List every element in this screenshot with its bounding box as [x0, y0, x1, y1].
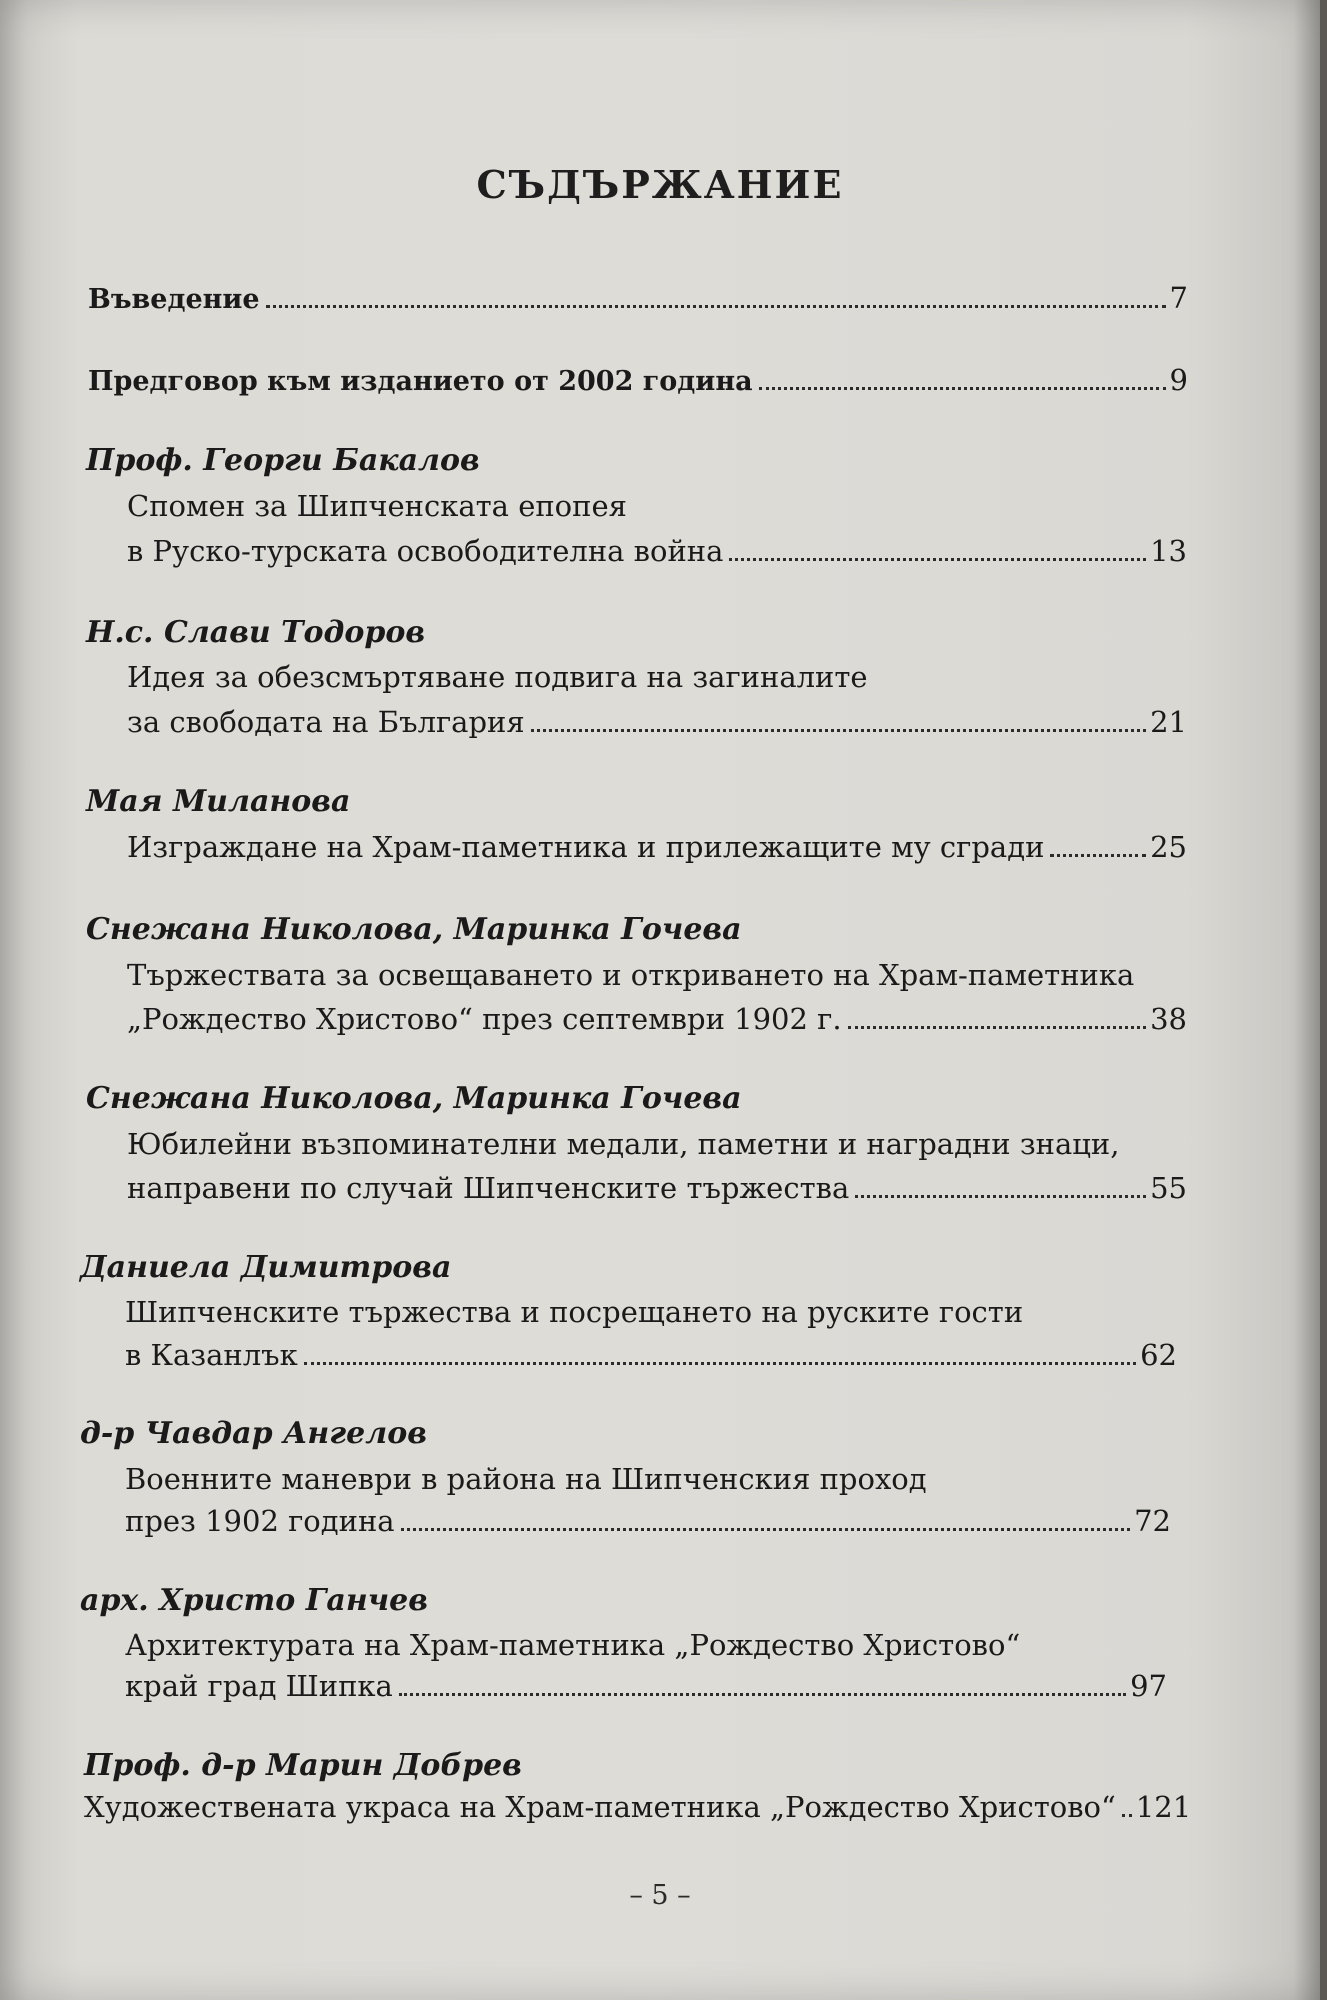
- toc-entry-line: край град Шипка: [125, 1669, 393, 1703]
- toc-entry-page: 121: [1135, 1790, 1192, 1824]
- toc-entry-line: Военните маневри в района на Шипченския проход: [125, 1462, 927, 1496]
- toc-author: Проф. д-р Марин Добрев: [84, 1748, 522, 1783]
- toc-entry: [127, 533, 1187, 569]
- toc-intro: [88, 280, 1188, 318]
- leader-dots: [266, 305, 1166, 308]
- toc-entry-page: 97: [1130, 1669, 1167, 1703]
- toc-entry: [127, 704, 1187, 740]
- toc-entry-line: Художествената украса на Храм-паметника „Рождество Христово“: [84, 1790, 1116, 1824]
- toc-entry-line: Шипченските тържества и посрещането на руските гости: [125, 1295, 1024, 1329]
- toc-author: Проф. Георги Бакалов: [86, 443, 480, 478]
- page-number: – 5 –: [629, 1880, 691, 1911]
- toc-author: Н.с. Слави Тодоров: [86, 615, 426, 650]
- toc-entry-page: 25: [1150, 830, 1187, 864]
- toc-entry: [125, 1503, 1171, 1539]
- toc-entry-page: 13: [1150, 534, 1187, 568]
- toc-entry: [125, 1337, 1177, 1373]
- toc-author: д-р Чавдар Ангелов: [80, 1416, 427, 1451]
- toc-entry-line: Идея за обезсмъртяване подвига на загиналите: [127, 660, 868, 694]
- toc-entry: [84, 1789, 1192, 1825]
- leader-dots: [729, 558, 1146, 561]
- leader-dots: [304, 1362, 1136, 1365]
- toc-entry: [125, 1668, 1167, 1704]
- toc-entry: [127, 1170, 1187, 1206]
- leader-dots: [1050, 854, 1146, 857]
- leader-dots: [531, 729, 1146, 732]
- toc-entry-page: 72: [1134, 1504, 1171, 1538]
- toc-entry-line: в Руско-турската освободителна война: [127, 534, 724, 568]
- toc-entry-line: Юбилейни възпоминателни медали, паметни и наградни знаци,: [127, 1127, 1120, 1161]
- toc-entry-page: 62: [1140, 1338, 1177, 1372]
- leader-dots: [855, 1195, 1146, 1198]
- toc-author: Снежана Николова, Маринка Гочева: [86, 912, 742, 947]
- toc-entry-line: Архитектурата на Храм-паметника „Рождество Христово“: [125, 1628, 1021, 1662]
- toc-entry-line: Изграждане на Храм-паметника и прилежащите му сгради: [127, 830, 1045, 864]
- toc-intro-page: 7: [1169, 281, 1188, 315]
- toc-author: арх. Христо Ганчев: [80, 1583, 428, 1618]
- toc-preface-label: Предговор към изданието от 2002 година: [88, 366, 753, 397]
- toc-entry-line: Тържествата за освещаването и откриването на Храм-паметника: [127, 958, 1135, 992]
- toc-entry-line: в Казанлък: [125, 1338, 298, 1372]
- toc-intro-label: Въведение: [88, 284, 260, 315]
- toc-author: Даниела Димитрова: [80, 1250, 452, 1285]
- leader-dots: [1122, 1814, 1132, 1817]
- toc-entry: [127, 1001, 1187, 1037]
- toc-entry-page: 38: [1150, 1002, 1187, 1036]
- toc-entry-line: Спомен за Шипченската епопея: [127, 489, 627, 523]
- leader-dots: [399, 1693, 1126, 1696]
- toc-entry-line: за свободата на България: [127, 705, 525, 739]
- leader-dots: [401, 1528, 1131, 1531]
- leader-dots: [759, 387, 1166, 390]
- toc-entry: [127, 829, 1187, 865]
- toc-entry-line: направени по случай Шипченските тържества: [127, 1171, 850, 1205]
- leader-dots: [848, 1026, 1147, 1029]
- toc-author: Мая Миланова: [86, 784, 351, 819]
- toc-entry-line: през 1902 година: [125, 1504, 395, 1538]
- toc-preface-page: 9: [1169, 363, 1188, 397]
- toc-entry-line: „Рождество Христово“ през септември 1902 г.: [127, 1002, 842, 1036]
- toc-entry-page: 21: [1150, 705, 1187, 739]
- toc-author: Снежана Николова, Маринка Гочева: [86, 1081, 742, 1116]
- toc-preface: [88, 362, 1188, 400]
- page-title: СЪДЪРЖАНИЕ: [476, 162, 844, 207]
- toc-entry-page: 55: [1150, 1171, 1187, 1205]
